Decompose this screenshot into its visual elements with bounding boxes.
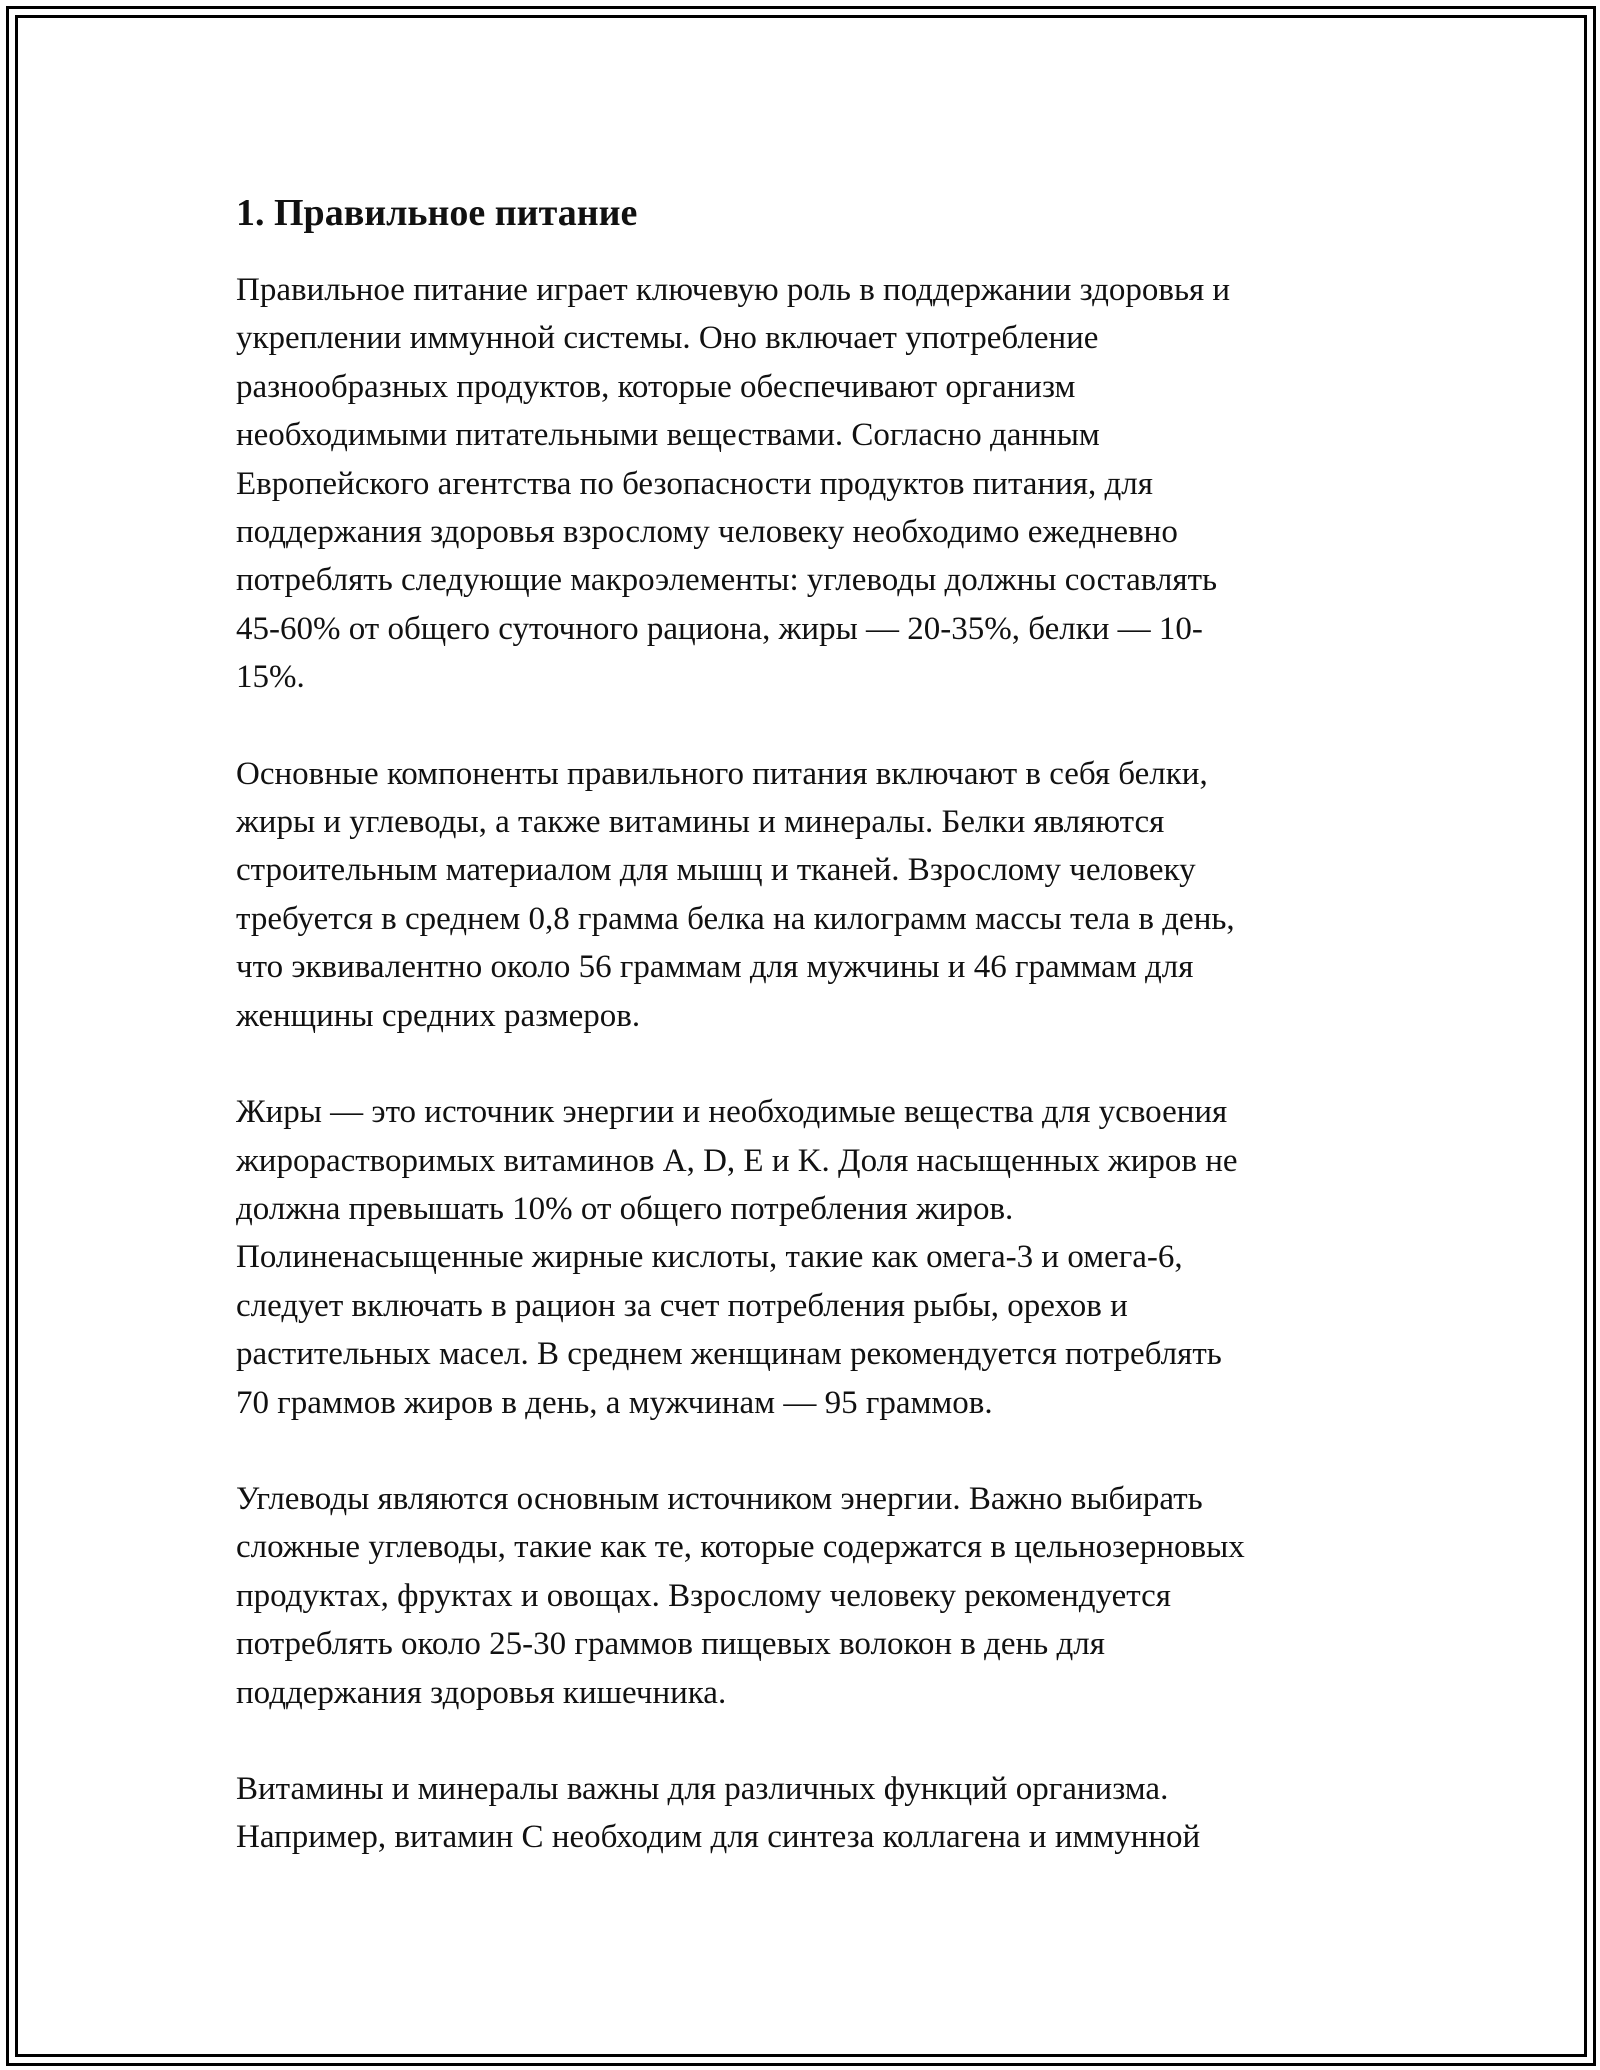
section-heading: 1. Правильное питание bbox=[236, 192, 638, 234]
document-body bbox=[236, 186, 1376, 1910]
paragraph-vitamins: Витамины и минералы важны для различных функций организма. Например, витамин C необходим для синтеза коллагена и иммунной bbox=[236, 1770, 1201, 1856]
paragraph-carbohydrates: Углеводы являются основным источником энергии. Важно выбирать сложные углеводы, такие как те, которые содержатся в цельнозерновых продуктах, фруктах и овощах. Взрослому человеку рекомендуется потреблять около 25-30 граммов пищевых волокон в день для поддержания здоровья кишечника. bbox=[236, 1480, 1245, 1711]
paragraph-fats: Жиры — это источник энергии и необходимые вещества для усвоения жирорастворимых витаминов A, D, E и K. Доля насыщенных жиров не должна превышать 10% от общего потребления жиров. Полиненасыщенные жирные кислоты, такие как омега-3 и омега-6, следует включать в рацион за счет потребления рыбы, орехов и растительных масел. В среднем женщинам рекомендуется потреблять 70 граммов жиров в день, а мужчинам — 95 граммов. bbox=[236, 1094, 1238, 1421]
paragraph-components: Основные компоненты правильного питания включают в себя белки, жиры и углеводы, а также витамины и минералы. Белки являются строительным материалом для мышц и тканей. Взрослому человеку требуется в среднем 0,8 грамма белка на килограмм массы тела в день, что эквивалентно около 56 граммам для мужчины и 46 граммам для женщины средних размеров. bbox=[236, 755, 1235, 1034]
paragraph-intro: Правильное питание играет ключевую роль в поддержании здоровья и укреплении иммунной системы. Оно включает употребление разнообразных продуктов, которые обеспечивают организм необходимыми питательными веществами. Согласно данным Европейского агентства по безопасности продуктов питания, для поддержания здоровья взрослому человеку необходимо ежедневно потреблять следующие макроэлементы: углеводы должны составлять 45-60% от общего суточного рациона, жиры — 20-35%, белки — 10- 15%. bbox=[236, 272, 1231, 696]
